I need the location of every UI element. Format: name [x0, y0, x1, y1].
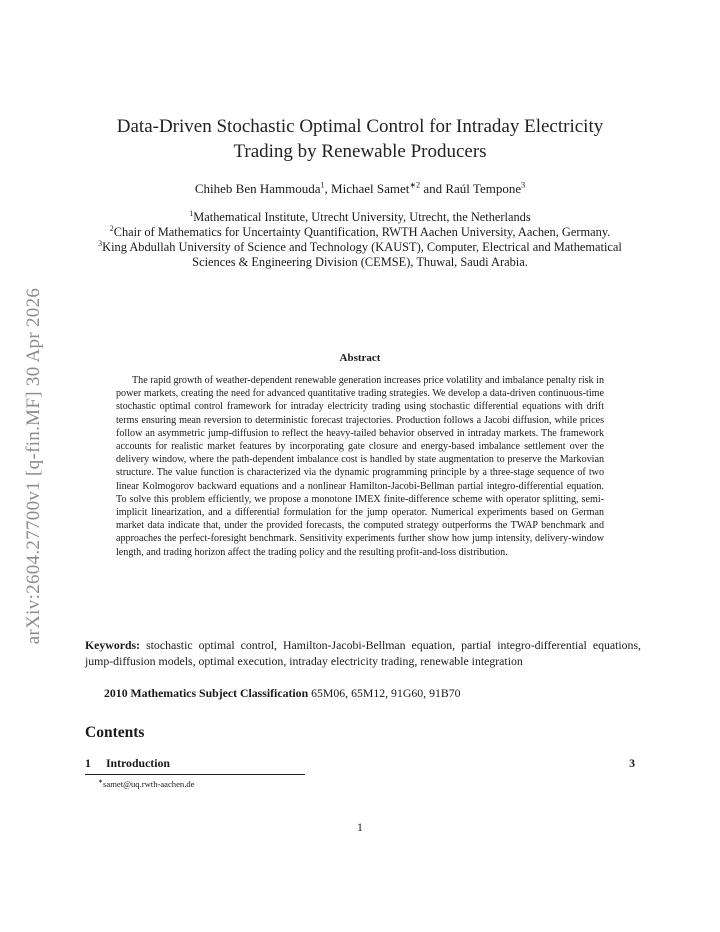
footnote-mark: ∗: [98, 779, 104, 786]
abstract-heading: Abstract: [339, 352, 381, 364]
toc-entry-title: Introduction: [105, 756, 170, 770]
keywords-text: stochastic optimal control, Hamilton-Jacobi-Bellman equation, partial integro-differential equations, jump-diffusion models, optimal execution, intraday electricity trading, renewable integration: [85, 638, 641, 668]
author-separator: ,: [324, 181, 332, 196]
author-name: Chiheb Ben Hammouda: [194, 181, 321, 196]
keywords-label: Keywords:: [85, 638, 141, 652]
msc-section: [104, 686, 644, 701]
author-list: [80, 180, 640, 198]
contents-heading: Contents: [85, 724, 145, 741]
arxiv-identifier: arXiv:2604.27700v1 [q-fin.MF] 30 Apr 2026: [23, 287, 44, 645]
author-affil-mark: 1: [320, 180, 325, 190]
title-line-2: Trading by Renewable Producers: [233, 141, 487, 162]
affiliation: [80, 240, 640, 270]
affiliation-mark: 3: [98, 238, 103, 248]
msc-codes: 65M06, 65M12, 91G60, 91B70: [311, 686, 461, 700]
affiliation-text: Chair of Mathematics for Uncertainty Quantification, RWTH Aachen University, Aachen, Germany.: [113, 225, 611, 239]
footnote: [98, 779, 194, 789]
toc-entry-page: 3: [629, 756, 635, 770]
footnote-email: samet@uq.rwth-aachen.de: [103, 779, 195, 789]
affiliation: [80, 225, 640, 240]
page-number: 1: [357, 820, 363, 834]
author-affil-mark: ∗2: [409, 180, 421, 190]
author-name: Michael Samet: [331, 181, 410, 196]
title-line-1: Data-Driven Stochastic Optimal Control for Intraday Electricity: [116, 116, 604, 137]
msc-label: 2010 Mathematics Subject Classification: [104, 686, 309, 700]
toc-entry-number: 1: [85, 756, 91, 770]
affiliation: [80, 210, 640, 225]
affiliation-mark: 2: [109, 223, 114, 233]
affiliations: [80, 210, 640, 270]
toc-entry-title-group: [85, 756, 170, 771]
paper-title: [80, 114, 640, 164]
author-separator: and: [420, 181, 446, 196]
author-affil-mark: 3: [521, 180, 526, 190]
abstract-text: The rapid growth of weather-dependent renewable generation increases price volatility and imbalance penalty risk in power markets, creating the need for advanced quantitative trading strategies. We develop a data-driven continuous-time stochastic optimal control framework for intraday electricity trading using stochastic differential equations with drift terms ensuring mean reversion to deterministic forecast trajectories. Production follows a Jacobi diffusion, while prices follow an asymmetric jump-diffusion to reflect the heavy-tailed behavior observed in intraday markets. The framework accounts for realistic market features by incorporating gate closure and energy-based imbalance settlement over the delivery window, where the path-dependent imbalance cost is handled by state augmentation to preserve the Markovian structure. The value function is characterized via the dynamic programming principle by a three-stage sequence of two linear Kolmogorov backward equations and a nonlinear Hamilton-Jacobi-Bellman partial integro-differential equation. To solve this problem efficiently, we propose a monotone IMEX finite-difference scheme with operator splitting, semi-implicit linearization, and a differential formulation for the jump operator. Numerical experiments based on German market data indicate that, under the provided forecasts, the computed strategy outperforms the TWAP benchmark and approaches the perfect-foresight benchmark. Sensitivity experiments further show how jump intensity, delivery-window length, and trading horizon affect the trading policy and the resulting profit-and-loss distribution.: [116, 375, 604, 558]
author-name: Raúl Tempone: [445, 181, 522, 196]
toc-entry-introduction[interactable]: [85, 756, 635, 771]
affiliation-mark: 1: [189, 208, 194, 218]
affiliation-text: King Abdullah University of Science and Technology (KAUST), Computer, Electrical and Mathematical Sciences & Engineering Division (CEMSE), Thuwal, Saudi Arabia.: [102, 240, 622, 269]
keywords-section: [85, 638, 641, 669]
affiliation-text: Mathematical Institute, Utrecht University, Utrecht, the Netherlands: [193, 210, 531, 224]
footnote-rule: [85, 774, 305, 775]
